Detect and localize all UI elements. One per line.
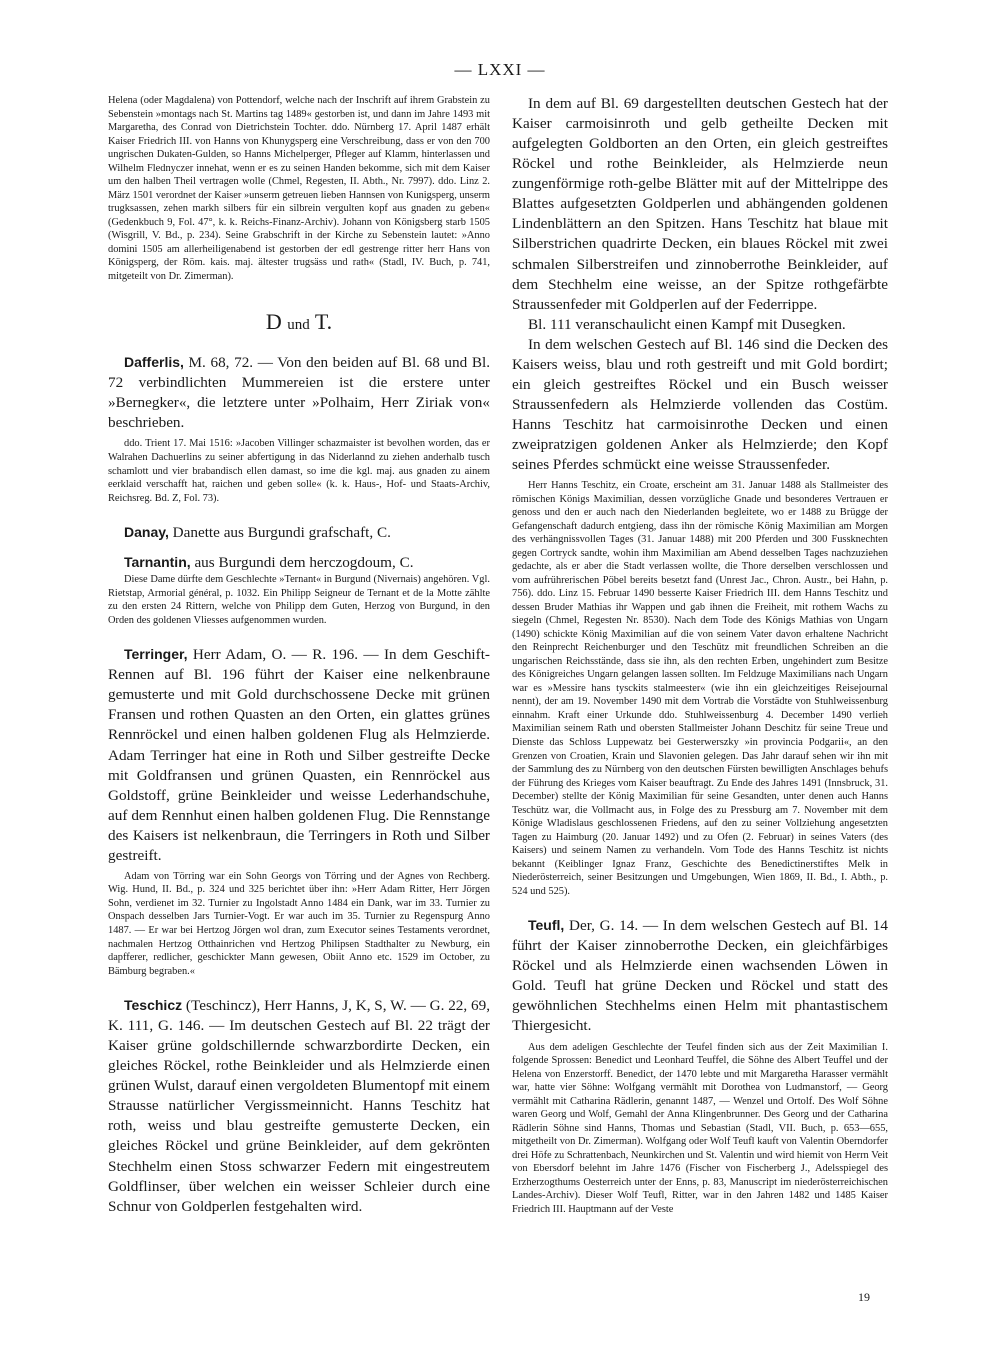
danay-text: Danette aus Burgundi grafschaft, C. xyxy=(168,524,391,542)
terringer-note: Adam von Törring war ein Sohn Georgs von Törring und der Agnes von Rechberg. Wig. Hund, II. Bd., p. 324 und 325 berichtet über ihn: »Herr Adam Ritter, Herr Jörgen Sohn, verdienet im 32. Turnier zu Ingolstadt Anno 1484 ein Dank, war im 33. Turnier zu Onspach desselben Jars Turnier-Vogt. Er war auch im 35. Turnier zu Regenspurg Anno 1487. — Er war bei Hertzog Jörgen wol dran, zum Executor seines Testaments verordnet, nachmalen Hertzog Otthainrichen vnd Hertzog Philipsen Stadthalter zu Newburg, ein dapfferer, redlicher, geschickter Mann gewesen, Obiit Anno etc. 1529 im October, zu Bämburg begraben.« xyxy=(108,870,490,977)
teschitz-note: Herr Hanns Teschitz, ein Croate, erscheint am 31. Januar 1488 als Stallmeister des römischen Königs Maximilian, dessen vorzügliche Gnade und besonderes Vertrauen er genoss und den er auch nach den Niederlanden begleitete, wo er 1488 zu Brügge der Gefangenschaft dadurch entgieng, dass ihn der römische König Maximilian am Morgen des verhängnissvollen Tages (31. Januar 1488) mit 200 Pferden und 300 Fussknechten gegen Cortryck sandte, wohin ihm Maximilian am Abend desselben Tages nachzuziehen gedachte, als er aber die Stadt verlassen wollte, die Thore derselben verschlossen und vom aufrührerischen Pöbel bereits besetzt fand (Unrest Jac., Chron. Austr., bei Hahn, p. 756). ddo. Linz 15. Februar 1490 besserte Kaiser Friedrich III. dem Hanns Teschitz und dessen Bruder Mathias ihr Wappen und gab ihnen die Freiheit, mit rothem Wachs zu siegeln (Chmel, Regesten Nr. 8530). Nach dem Tode des Königs Mathias von Ungarn (1490) schickte König Maximilian auf die von seinem Vater davon erhaltene Nachricht den Reinprecht Reichenburger und den Teschütz mit freundlichen Schreiben an die ungarischen Reichsstände, dass sie ihn, als den rechten Erben, ungehindert zum Besitze des Königreiches Ungarn gelangen lassen sollten. Im Feldzuge Maximilians nach Ungarn war es »Messire hans tysckits stalmeester« (wie ihn ein gleichzeitiges Reisejournal nennt), der am 19. November 1490 mit dem Vortrab die Vorstädte von Stuhlweissenburg einnahm. Kraft einer Urkunde ddo. Stuhlweissenburg 4. December 1490 verlieh Maximilian seinem Rath und obersten Stallmeister Johann Deschitz für seine Treue und Dienste das Schloss Luppewatz bei Gesterwerszky »in provincia Podgarii«, an den Grenzen von Croatien, Krain und Slavonien gelegen. Das Jahr darauf sehen wir ihn mit der Sammlung des zu Nürnberg von den deutschen Fürsten bewilligten Anschlages behufs der Führung des Krieges vom Kaiser beauftragt. Zu Ende des Jahres 1491 (Innsbruck, 31. December) stellte der König Maximilian für seine Gesandten, unter denen auch Hanns Teschütz war, die Vollmacht aus, in Folge des zu Pressburg am 7. November mit dem Könige Wladislaus geschlossenen Friedens, auf den zu seiner Vollziehung angesetzten Tagen zu Haimburg (20. Januar 1492) und zu Ofen (2. Februar) in seines Vaters (des Kaisers) und seinem Namen zu verhandeln. Vom Tode des Hanns Teschitz ist nichts bekannt (Keiblinger Ignaz Franz, Geschichte des Benedictinerstiftes Melk in Niederösterreich, seiner Besitzungen und Umgebungen, Wien 1869, II. Bd., I. Abth., p. 524 und 525). xyxy=(512,480,888,897)
terringer-text: Herr Adam, O. — R. 196. — In dem Geschift-Rennen auf Bl. 196 führt der Kaiser eine nelkenbraune gemusterte und mit Gold durchschossene Decke mit grünen Fransen und rothen Quasten an den Orten, ein glattes grünes Rennröckel und einen halben goldenen Flug als Helmzierde. Adam Terringer hat eine in Roth und Silber gestreifte Decke mit Goldfransen und grünen Quasten, ein Rennröckel aus Goldstoff, grüne Beinkleider und weisse Lederhandschuhe, auf dem Rennhut einen halben goldenen Flug. Die Rennstange des Kaisers ist nelkenbraun, die Terringers in Roth und Silber gestreift. xyxy=(108,646,490,864)
section-letter-t: T. xyxy=(314,309,333,335)
page-number: 19 xyxy=(858,1290,870,1304)
headword-teschicz: Teschicz xyxy=(124,997,183,1014)
dafferlis-note: ddo. Trient 17. Mai 1516: »Jacoben Villinger schazmaister ist bevolhen worden, das er Walrahen Dachuerlins zu seiner abfertigung in das Niderlannd zu ziehen anderhalb tusch schamlott und vier brabandisch ellen damast, so ime die kgl. maj. aus gnaden zu ainem eerklaid verschafft hat, raichen und geben solle« (k. k. Haus-, Hof- und Staats-Archiv, Reichsreg. Bd. Z, Fol. 73). xyxy=(108,438,490,504)
paragraph-bl146: In dem welschen Gestech auf Bl. 146 sind die Decken des Kaisers weiss, blau und roth gestreift und mit Gold bordirt; ein gleich gestreiftes Röckel und ein Busch weisser Straussenfedern als Helmzierde vollenden das Costüm. Hanns Teschitz hat carmoisinrothe Decken und einen zweipratzigen goldenen Anker als Helmzierde; den Kopf seines Pferdes schmückt eine weisse Straussenfeder. xyxy=(512,335,888,474)
headword-terringer: Terringer, xyxy=(124,646,188,663)
entry-dafferlis xyxy=(108,353,490,433)
teschicz-text: (Teschincz), Herr Hanns, J, K, S, W. — G. 22, 69, K. 111, G. 146. — Im deutschen Gestech auf Bl. 22 trägt der Kaiser grüne goldschillernde schwarzbordirte Decken, ein gleiches Röckel, rothe Beinkleider und als Helmzierde einen grünen Wulst, darauf einen vergoldeten Blumentopf mit einem Strausse natürlicher Vergissmeinnicht. Hanns Teschitz hat roth, weiss und blau gestreifte gemusterte Decken, ein gleiches Röckel und grüne Beinkleider, auf dem gekrönten Stechhelm einen Stoss schwarzer Federn mit eingestreutem Goldflinser, über welchen ein weisser Schleier durch eine Schnur von Goldperlen festgehalten wird. xyxy=(108,997,490,1215)
right-column xyxy=(512,94,888,1216)
section-letter-d: D xyxy=(265,309,282,335)
section-und: und xyxy=(287,317,310,334)
entry-danay xyxy=(108,523,490,543)
left-column xyxy=(108,94,490,1217)
paragraph-bl69: In dem auf Bl. 69 dargestellten deutschen Gestech hat der Kaiser carmoisinroth und gelb getheilte Decken mit aufgelegten Goldborten an den Orten, ein gleich gestreiftes Röckel und rothe Beinkleider, als Helmzierde neun zungenförmige roth-gelbe Blätter mit auf der Mittelrippe des Blattes aufgesetzten Goldperlen und abhängenden goldenen Lindenblättern an den Spitzen. Hans Teschitz hat blaue mit Silberstrichen quadrirte Decken, ein blaues Röckel mit zwei schmalen Silberstreifen und zinnoberrothe Beinkleider, auf dem Stechhelm eine weisse, an der Spitze rothgefärbte Straussenfeder mit Goldperlen auf der Federrippe. xyxy=(512,95,888,313)
entry-teufl xyxy=(512,916,888,1036)
section-title xyxy=(108,309,490,335)
entry-teschicz xyxy=(108,996,490,1217)
teufl-note: Aus dem adeligen Geschlechte der Teufel finden sich aus der Zeit Maximilian I. folgende Sprossen: Benedict und Leonhard Teuffel, die Söhne des Albert Teuffel und der Helena von Enzerstorff. Benedict, der 1470 lebte und mit Margaretha Harasser vermählt war, hatte vier Söhne: Wolfgang vermählt mit Dorothea von Ludmanstorf, — Georg vermählt mit Catharina Rädlerin, genannt 1487, — Wenzel und Ortolf. Des Wolf Söhne waren Georg und Wolf, Gemahl der Anna Klingenbrunner. Des Georg und der Catharina Rädlerin Söhne sind Hanns, Thomas und Sebastian (Stadl, VII. Buch, p. 653—655, mitgetheilt von Dr. Zimerman). Wolfgang oder Wolf Teufl kauft von Valentin Oberndorfer drei Höfe zu Schrattenbach, Neunkirchen und St. Valentin und wird hiemit von Herrn Veit von Ebersdorf belehnt im Jahre 1476 (Fischer von Fischerberg J., Adelsspiegel des Erzherzogthums Oesterreich unter der Enns, p. 83, Manuscript im niederösterreichischen Landes-Archiv). Dieser Wolf Teufl, Ritter, war in den Jahren 1482 und 1485 Kaiser Friedrich III. Hauptmann auf der Veste xyxy=(512,1041,888,1215)
entry-terringer xyxy=(108,645,490,866)
entry-tarnantin xyxy=(108,553,490,573)
headword-tarnantin: Tarnantin, xyxy=(124,554,191,571)
headword-danay: Danay, xyxy=(124,524,169,541)
dafferlis-text: M. 68, 72. — Von den beiden auf Bl. 68 und Bl. 72 verbindlichten Mummereien ist die erstere unter »Bernegker«, die letztere unter »Polhaim, Herr Ziriak von« beschrieben. xyxy=(108,354,490,432)
helena-note: Helena (oder Magdalena) von Pottendorf, welche nach der Inschrift auf ihrem Grabstein zu Sebenstein »montags nach St. Martins tag 1489« gestorben ist, und dann im Jahre 1493 mit Margaretha, des Conrad von Dietrichstein Tochter. ddo. Nürnberg 17. April 1487 erhält Kaiser Friedrich III. von Hanns von Khunygsperg eine Verschreibung, dass er von den 700 ungrischen Dukaten-Gulden, so Hanns Michelperger, Pfleger auf Klamm, hinterlassen und Wilhelm Flednyczer innehat, wenn er es zu seinen Handen bekomme, sich mit dem Kaiser um den halben Theil vertragen wolle (Chmel, Regesten, II. Abth., Nr. 7997). ddo. Linz 2. März 1501 verordnet der Kaiser »unserm getreuen lieben Hannsen von Kunigsperg, unserm trugksassen, zehen markh silbers für ein silbrein vergulten kopf aus gnaden zu geben« (Gedenkbuch 9, Fol. 47°, k. k. Reichs-Finanz-Archiv). Johann von Königsberg starb 1505 (Wisgrill, V. Bd., p. 234). Seine Grabschrift in der Kirche zu Sebenstein lautet: »Anno domini 1505 am allerheiligenabend ist gestorben der edl gestrenge ritter herr Hans von Königsperg, der Röm. kais. maj. ältester trugsäss und rath« (Stadl, IV. Buch, p. 741, mitgeteilt von Dr. Zimerman). xyxy=(108,95,490,282)
teufl-text: Der, G. 14. — In dem welschen Gestech auf Bl. 14 führt der Kaiser zinnoberrothe Decken, ein gleichfärbiges Röckel und als Helmzierde einen wachsenden Löwen in Gold. Teufl hat grüne Decken und Röckel und statt des gewöhnlichen Stechhelms einen Helm mit phantastischem Thiergesicht. xyxy=(512,917,888,1035)
headword-dafferlis: Dafferlis, xyxy=(124,354,184,371)
tarnantin-note: Diese Dame dürfte dem Geschlechte »Ternant« in Burgund (Nivernais) angehören. Vgl. Rietstap, Armorial général, p. 1032. Ein Philipp Seigneur de Ternant et de la Motte zählte zu den ersten 24 Rittern, welche von Philipp dem Guten, Herzog von Burgund, in den Orden des goldenen Vliesses aufgenommen wurden. xyxy=(108,574,490,626)
tarnantin-text: aus Burgundi dem herczogdoum, C. xyxy=(190,554,414,572)
headword-teufl: Teufl, xyxy=(528,917,565,934)
paragraph-bl111: Bl. 111 veranschaulicht einen Kampf mit Dusegken. xyxy=(528,315,846,333)
page-header: — LXXI — xyxy=(454,60,546,79)
